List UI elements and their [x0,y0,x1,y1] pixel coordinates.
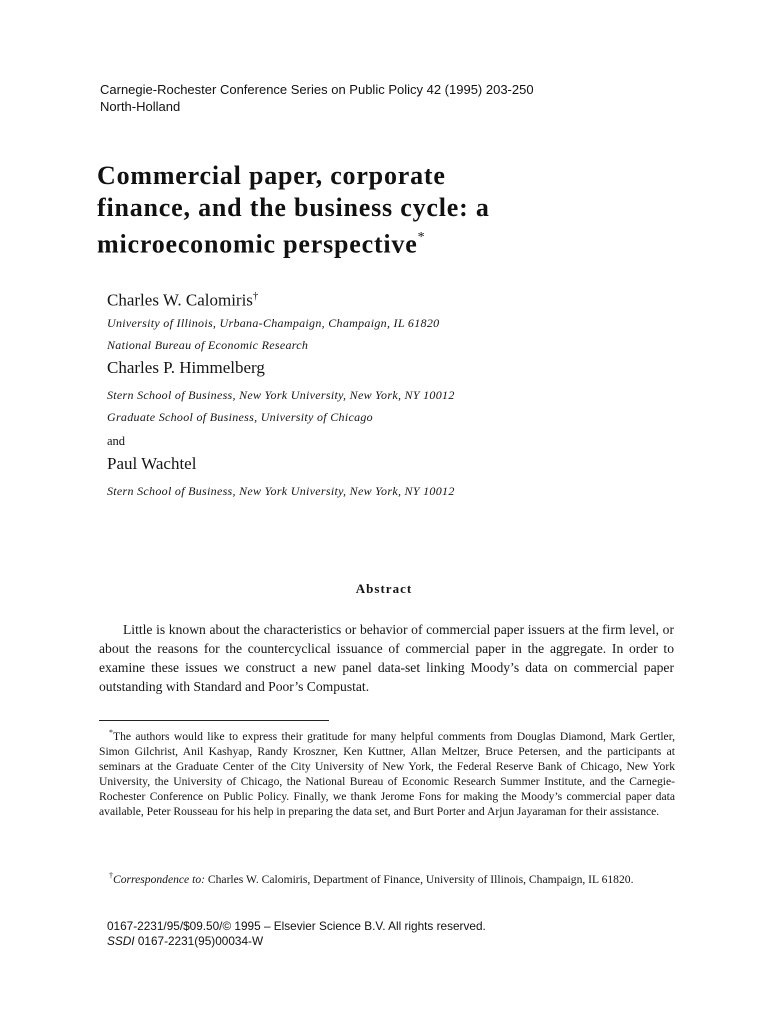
abstract-heading: Abstract [355,581,413,596]
title-line-1: Commercial paper, corporate [97,161,446,190]
author-affiliation: Stern School of Business, New York University, New York, NY 10012 [107,388,455,402]
correspondence-label: Correspondence to: [113,872,205,886]
title-line-3: microeconomic perspective* [97,229,426,259]
author-affiliation: Stern School of Business, New York University, New York, NY 10012 [107,484,455,498]
abstract-paragraph: Little is known about the characteristics or behavior of commercial paper issuers at the firm level, or about the reasons for the countercyclical issuance of commercial paper in the aggregate. In order to examine these issues we construct a new panel data-set linking Moody’s data on commercial paper outstanding with Standard and Poor’s Compustat. [99,622,674,694]
footnote-divider [99,720,329,721]
copyright-block [107,919,486,949]
author-affiliation: Graduate School of Business, University of Chicago [107,410,373,424]
paper-title [97,160,697,261]
journal-header [100,81,534,115]
publisher-name: North-Holland [100,99,181,114]
abstract-text [99,620,674,696]
ssdi-line: SSDI 0167-2231(95)00034-W [107,934,264,948]
footnote-acknowledgment: *The authors would like to express their gratitude for many helpful comments from Douglas Diamond, Mark Gertler, Simon Gilchrist, Anil Kashyap, Randy Kroszner, Ken Kuttner, Allan Meltzer, Bruce Petersen, and the participants at seminars at the Graduate Center of the City University of New York, the Federal Reserve Bank of Chicago, New York University, the University of Chicago, the National Bureau of Economic Research Summer Institute, and the Carnegie-Rochester Conference on Public Policy. Finally, we thank Jerome Fons for making the Moody’s commercial paper data available, Peter Rousseau for his help in preparing the data set, and Burt Porter and Arjun Jayaraman for their assistance. [99,728,675,818]
journal-series-line: Carnegie-Rochester Conference Series on Public Policy 42 (1995) 203-250 [100,82,534,97]
author-name-3: Paul Wachtel [107,454,197,473]
title-line-2: finance, and the business cycle: a [97,193,490,222]
author-name-2: Charles P. Himmelberg [107,358,265,377]
author-conjunction: and [107,434,126,448]
ssdi-label: SSDI [107,934,135,948]
author-name-1: Charles W. Calomiris† [107,290,259,310]
copyright-line: 0167-2231/95/$09.50/© 1995 – Elsevier Science B.V. All rights reserved. [107,919,486,933]
footnote-marker: † [109,871,113,880]
author-footnote-marker: † [252,290,259,302]
footnote-marker: * [109,728,113,737]
title-footnote-marker: * [417,230,426,245]
author-affiliation: National Bureau of Economic Research [107,338,309,352]
author-affiliation: University of Illinois, Urbana-Champaign, Champaign, IL 61820 [107,316,440,330]
footnote-correspondence: †Correspondence to: Charles W. Calomiris, Department of Finance, University of Illinois, Champaign, IL 61820. [109,871,634,886]
